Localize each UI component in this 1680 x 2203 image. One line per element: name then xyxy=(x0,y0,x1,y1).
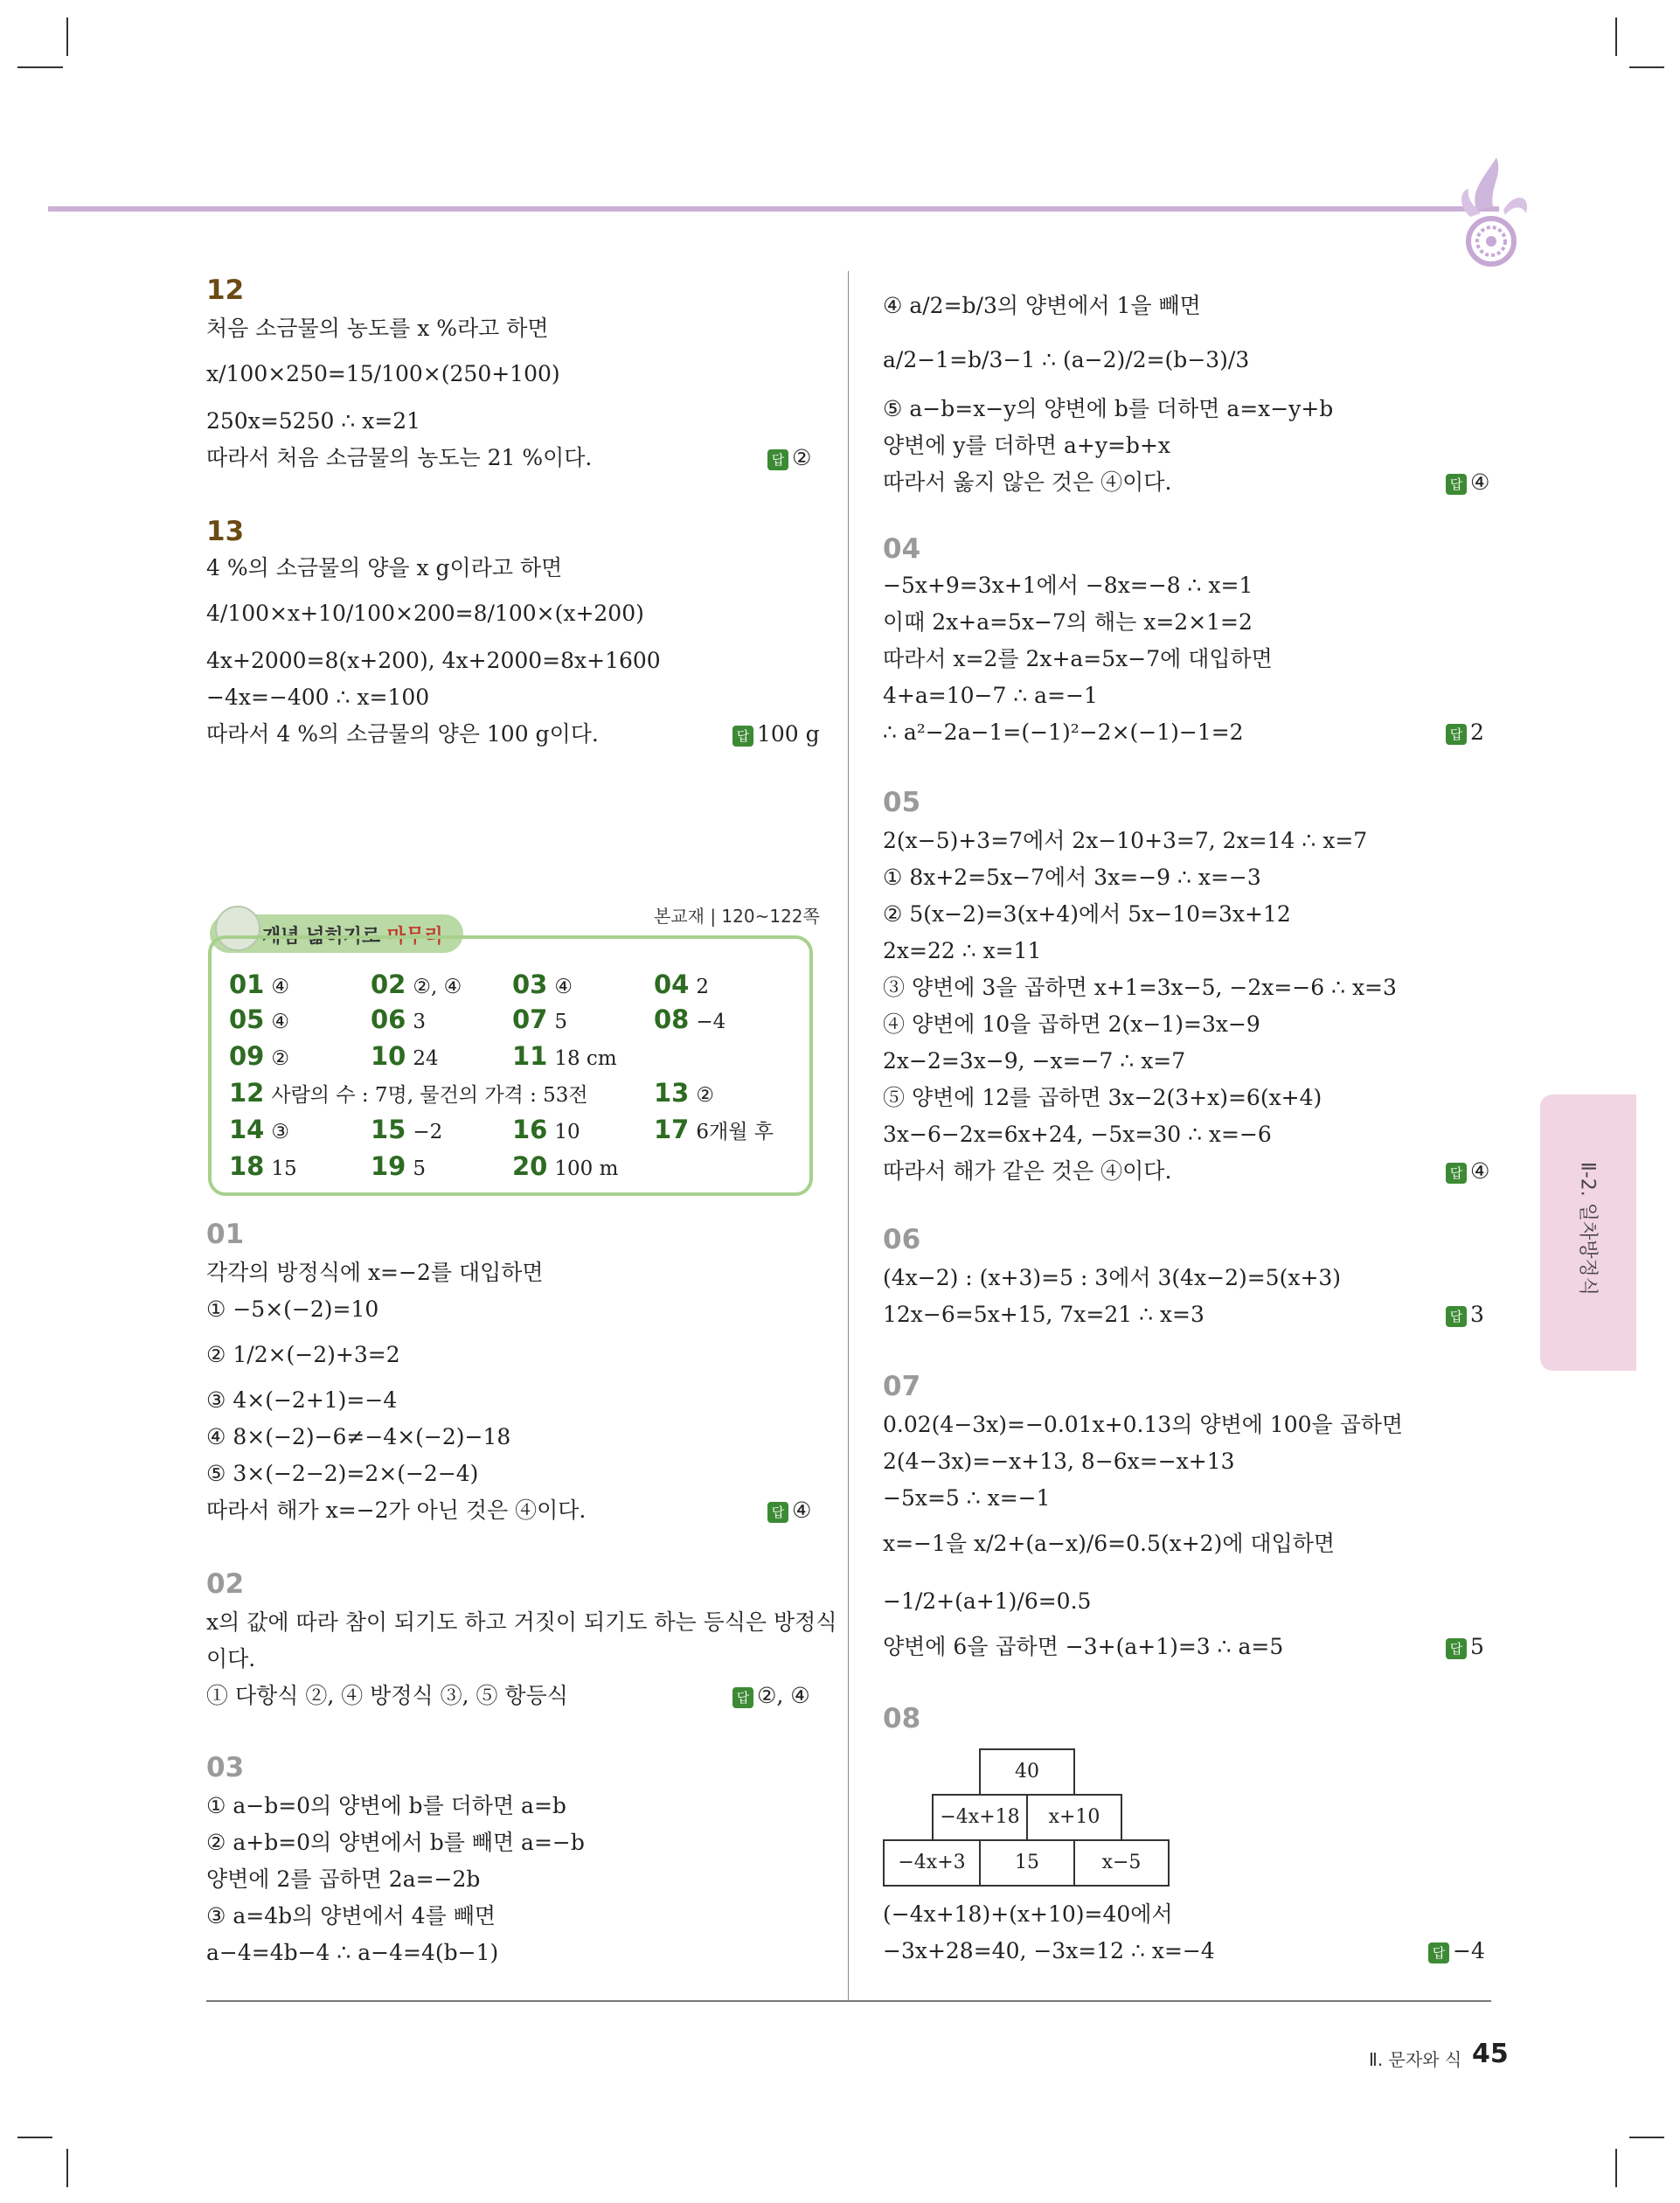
summary-item: 04 2 xyxy=(654,969,709,999)
problem-number: 02 xyxy=(206,1568,245,1600)
answer: 답 −4 xyxy=(1428,1934,1485,1969)
summary-ref: 본교재 | 120~122쪽 xyxy=(654,906,820,927)
answer: 답 5 xyxy=(1446,1630,1484,1664)
solution-line: 2(4−3x)=−x+13, 8−6x=−x+13 xyxy=(883,1449,1235,1474)
solution-line: (4x−2) : (x+3)=5 : 3에서 3(4x−2)=5(x+3) xyxy=(883,1265,1342,1290)
answer-mark-icon: 답 xyxy=(1446,1163,1467,1184)
solution-line: 0.02(4−3x)=−0.01x+0.13의 양변에 100을 곱하면 xyxy=(883,1412,1404,1437)
solution-line: ③ 4×(−2+1)=−4 xyxy=(206,1387,398,1413)
problem-number: 07 xyxy=(883,1371,921,1402)
answer-mark-icon: 답 xyxy=(767,449,788,470)
crop-mark xyxy=(1629,2137,1664,2138)
solution-line: 4/100×x+10/100×200=8/100×(x+200) xyxy=(206,601,644,626)
answer: 답 3 xyxy=(1446,1297,1484,1332)
solution-line: 이때 2x+a=5x−7의 해는 x=2×1=2 xyxy=(883,609,1253,635)
answer: 답 2 xyxy=(1446,715,1484,750)
summary-item: 13 ② xyxy=(654,1078,714,1108)
answer-mark-icon: 답 xyxy=(732,726,753,747)
solution-line: 4+a=10−7 ∴ a=−1 xyxy=(883,683,1098,708)
summary-item: 11 18 cm xyxy=(512,1041,617,1071)
problem-number: 01 xyxy=(206,1219,245,1250)
solution-line: a−4=4b−4 ∴ a−4=4(b−1) xyxy=(206,1940,499,1965)
summary-item: 05 ④ xyxy=(229,1004,289,1034)
crop-mark xyxy=(17,66,63,68)
solution-line: 따라서 x=2를 2x+a=5x−7에 대입하면 xyxy=(883,646,1273,671)
pyramid-bot-mid: 15 xyxy=(979,1839,1075,1887)
crop-mark xyxy=(66,2149,68,2187)
solution-line: ② a+b=0의 양변에서 b를 빼면 a=−b xyxy=(206,1830,585,1855)
pyramid-bot-right: x−5 xyxy=(1073,1839,1170,1887)
solution-line: a/2−1=b/3−1 ∴ (a−2)/2=(b−3)/3 xyxy=(883,347,1250,372)
solution-line: ① 다항식 ②, ④ 방정식 ③, ⑤ 항등식 xyxy=(206,1683,568,1708)
solution-line: 2x−2=3x−9, −x=−7 ∴ x=7 xyxy=(883,1048,1186,1074)
summary-item: 08 −4 xyxy=(654,1004,726,1034)
crop-mark xyxy=(66,17,68,56)
answer: 답 100 g xyxy=(732,717,820,752)
solution-line: 3x−6−2x=6x+24, −5x=30 ∴ x=−6 xyxy=(883,1122,1272,1147)
bottom-rule xyxy=(206,2000,1491,2002)
summary-item: 09 ② xyxy=(229,1041,289,1071)
answer: 답 ④ xyxy=(1446,1154,1489,1189)
crop-mark xyxy=(1629,66,1664,68)
flower-ornament-icon xyxy=(1451,149,1538,271)
solution-line: 양변에 y를 더하면 a+y=b+x xyxy=(883,433,1170,458)
pyramid-top: 40 xyxy=(979,1748,1075,1796)
solution-line: ④ 양변에 10을 곱하면 2(x−1)=3x−9 xyxy=(883,1011,1260,1037)
answer-mark-icon: 답 xyxy=(732,1687,753,1708)
page-number: 45 xyxy=(1472,2039,1509,2069)
solution-line: 각각의 방정식에 x=−2를 대입하면 xyxy=(206,1260,544,1285)
solution-line: −1/2+(a+1)/6=0.5 xyxy=(883,1588,1092,1614)
problem-number: 13 xyxy=(206,516,245,547)
problem-number: 03 xyxy=(206,1752,245,1783)
summary-item: 07 5 xyxy=(512,1004,567,1034)
problem-number: 12 xyxy=(206,275,245,306)
summary-item: 15 −2 xyxy=(371,1115,443,1144)
problem-number: 06 xyxy=(883,1224,921,1255)
solution-line: −5x=5 ∴ x=−1 xyxy=(883,1485,1051,1511)
solution-line: ④ 8×(−2)−6≠−4×(−2)−18 xyxy=(206,1424,511,1449)
summary-item: 12 사람의 수 : 7명, 물건의 가격 : 53전 xyxy=(229,1078,588,1108)
solution-line: 따라서 해가 x=−2가 아닌 것은 ④이다. xyxy=(206,1498,587,1523)
pyramid-mid-right: x+10 xyxy=(1026,1794,1122,1841)
pyramid-bot-left: −4x+3 xyxy=(883,1839,981,1887)
problem-number: 05 xyxy=(883,787,921,818)
solution-line: ④ a/2=b/3의 양변에서 1을 빼면 xyxy=(883,293,1201,318)
solution-line: 따라서 4 %의 소금물의 양은 100 g이다. xyxy=(206,721,599,747)
side-chapter-label: Ⅱ-2. 일차방정식 xyxy=(1576,1161,1599,1296)
summary-item: 18 15 xyxy=(229,1151,297,1181)
pyramid-mid-left: −4x+18 xyxy=(932,1794,1028,1841)
solution-line: x의 값에 따라 참이 되기도 하고 거짓이 되기도 하는 등식은 방정식 xyxy=(206,1609,837,1635)
solution-line: (−4x+18)+(x+10)=40에서 xyxy=(883,1901,1173,1927)
answer: 답 ②, ④ xyxy=(732,1678,810,1713)
crop-mark xyxy=(1615,17,1617,56)
answer-mark-icon: 답 xyxy=(767,1502,788,1523)
summary-item: 16 10 xyxy=(512,1115,580,1144)
header-rule xyxy=(48,206,1499,212)
summary-item: 17 6개월 후 xyxy=(654,1115,774,1144)
summary-item: 02 ②, ④ xyxy=(371,969,462,999)
solution-line: 12x−6=5x+15, 7x=21 ∴ x=3 xyxy=(883,1302,1204,1327)
solution-line: 2x=22 ∴ x=11 xyxy=(883,938,1042,963)
solution-line: 따라서 해가 같은 것은 ④이다. xyxy=(883,1158,1172,1184)
summary-item: 03 ④ xyxy=(512,969,573,999)
answer: 답 ② xyxy=(767,441,811,476)
answer-mark-icon: 답 xyxy=(1446,1638,1467,1659)
solution-line: 2(x−5)+3=7에서 2x−10+3=7, 2x=14 ∴ x=7 xyxy=(883,828,1368,853)
solution-line: ① −5×(−2)=10 xyxy=(206,1296,379,1322)
solution-line: ② 1/2×(−2)+3=2 xyxy=(206,1342,400,1367)
solution-line: 양변에 2를 곱하면 2a=−2b xyxy=(206,1866,481,1892)
summary-item: 10 24 xyxy=(371,1041,439,1071)
solution-line: 4x+2000=8(x+200), 4x+2000=8x+1600 xyxy=(206,648,661,673)
summary-box xyxy=(208,935,813,1196)
solution-line: 처음 소금물의 농도를 x %라고 하면 xyxy=(206,316,549,341)
solution-line: 250x=5250 ∴ x=21 xyxy=(206,408,421,434)
summary-title-b: 마무리 xyxy=(386,926,443,948)
solution-line: −3x+28=40, −3x=12 ∴ x=−4 xyxy=(883,1938,1215,1963)
solution-line: ① a−b=0의 양변에 b를 더하면 a=b xyxy=(206,1793,566,1818)
answer-mark-icon: 답 xyxy=(1446,724,1467,745)
summary-item: 14 ③ xyxy=(229,1115,289,1144)
solution-line: ∴ a²−2a−1=(−1)²−2×(−1)−1=2 xyxy=(883,719,1244,745)
solution-line: ① 8x+2=5x−7에서 3x=−9 ∴ x=−3 xyxy=(883,865,1261,890)
summary-title-a: 개념 넓히기로 xyxy=(262,926,381,948)
solution-line: ③ 양변에 3을 곱하면 x+1=3x−5, −2x=−6 ∴ x=3 xyxy=(883,975,1397,1000)
problem-number: 04 xyxy=(883,533,921,565)
solution-line: ③ a=4b의 양변에서 4를 빼면 xyxy=(206,1903,496,1928)
answer-mark-icon: 답 xyxy=(1428,1942,1449,1963)
answer-mark-icon: 답 xyxy=(1446,1306,1467,1327)
solution-line: ⑤ 3×(−2−2)=2×(−2−4) xyxy=(206,1461,479,1486)
answer: 답 ④ xyxy=(1446,465,1489,500)
footer-section: Ⅱ. 문자와 식 xyxy=(1369,2049,1462,2070)
summary-item: 06 3 xyxy=(371,1004,426,1034)
solution-line: 양변에 6을 곱하면 −3+(a+1)=3 ∴ a=5 xyxy=(883,1634,1284,1659)
solution-line: 따라서 처음 소금물의 농도는 21 %이다. xyxy=(206,445,593,470)
solution-line: x=−1을 x/2+(a−x)/6=0.5(x+2)에 대입하면 xyxy=(883,1531,1336,1556)
answer-mark-icon: 답 xyxy=(1446,474,1467,495)
summary-item: 01 ④ xyxy=(229,969,289,999)
solution-line: −5x+9=3x+1에서 −8x=−8 ∴ x=1 xyxy=(883,573,1253,598)
crop-mark xyxy=(1615,2149,1617,2187)
solution-line: −4x=−400 ∴ x=100 xyxy=(206,685,430,710)
solution-line: ⑤ a−b=x−y의 양변에 b를 더하면 a=x−y+b xyxy=(883,396,1334,421)
column-divider xyxy=(848,271,849,2002)
problem-number: 08 xyxy=(883,1703,921,1734)
solution-line: 따라서 옳지 않은 것은 ④이다. xyxy=(883,469,1172,495)
answer: 답 ④ xyxy=(767,1493,811,1528)
solution-line: 4 %의 소금물의 양을 x g이라고 하면 xyxy=(206,555,563,580)
solution-line: x/100×250=15/100×(250+100) xyxy=(206,361,560,386)
solution-line: ⑤ 양변에 12를 곱하면 3x−2(3+x)=6(x+4) xyxy=(883,1085,1322,1110)
summary-item: 19 5 xyxy=(371,1151,426,1181)
solution-line: ② 5(x−2)=3(x+4)에서 5x−10=3x+12 xyxy=(883,901,1291,927)
solution-line: 이다. xyxy=(206,1646,256,1671)
crop-mark xyxy=(17,2137,52,2138)
summary-item: 20 100 m xyxy=(512,1151,619,1181)
